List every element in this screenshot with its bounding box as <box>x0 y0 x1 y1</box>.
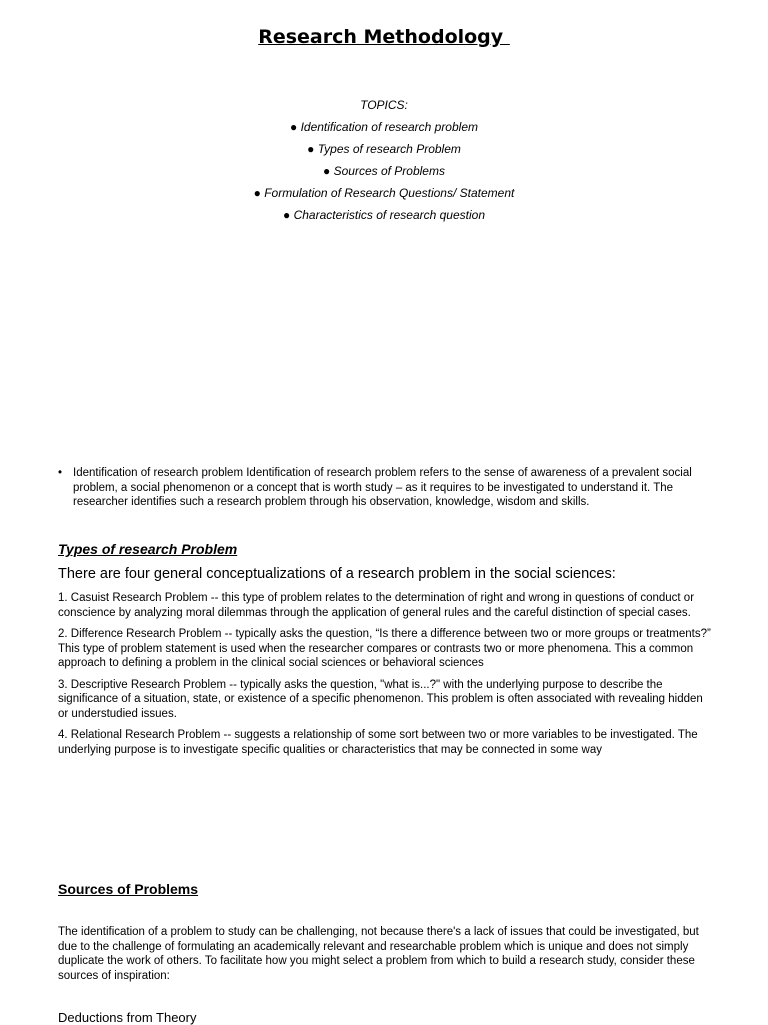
bullet-icon: • <box>58 467 63 479</box>
document-title: Research Methodology <box>258 26 510 48</box>
topic-item: ● Sources of Problems <box>323 164 445 178</box>
sources-heading: Sources of Problems <box>58 881 199 897</box>
identification-bullet <box>58 466 710 510</box>
types-heading: Types of research Problem <box>58 541 238 557</box>
list-item: 1. Casuist Research Problem -- this type of problem relates to the determination of right and wrong in questions of conduct or conscience by analyzing moral dilemmas through the application of general rules and the careful distinction of special cases. <box>58 592 695 619</box>
topic-item: ● Characteristics of research question <box>282 208 485 222</box>
list-item: 3. Descriptive Research Problem -- typically asks the question, "what is...?" with the underlying purpose to describe the significance of a situation, state, or existence of a specific phenomenon. This problem is often associated with revealing hidden or understudied issues. <box>58 678 703 720</box>
topics-list <box>0 96 768 228</box>
sources-paragraph: The identification of a problem to study can be challenging, not because there's a lack of issues that could be investigated, but due to the challenge of formulating an academically relevant and researchable problem which is unique and does not simply duplicate the work of others. To facilitate how you might select a problem from which to build a research study, consider these sources of inspiration: <box>58 926 699 982</box>
identification-paragraph: Identification of research problem Identification of research problem refers to the sense of awareness of a prevalent social problem, a social phenomenon or a concept that is worth study – as it requires to be investigated to understand it. The researcher identifies such a research problem through his observation, knowledge, wisdom and skills. <box>73 467 692 508</box>
topic-item: ● Types of research Problem <box>307 142 461 156</box>
deductions-subheading: Deductions from Theory <box>58 1010 197 1025</box>
list-item: 4. Relational Research Problem -- suggests a relationship of some sort between two or more variables to be investigated. The underlying purpose is to investigate specific qualities or characteristics that may be connected in some way <box>58 729 698 756</box>
topic-item: ● Identification of research problem <box>289 120 478 134</box>
topics-heading: TOPICS: <box>360 98 408 112</box>
types-intro: There are four general conceptualizations of a research problem in the social sciences: <box>58 566 616 582</box>
topic-item: ● Formulation of Research Questions/ Statement <box>253 186 515 200</box>
list-item: 2. Difference Research Problem -- typically asks the question, “Is there a difference between two or more groups or treatments?” This type of problem statement is used when the researcher compares or contrasts two or more phenomena. This a common approach to defining a problem in the clinical social sciences or behavioral sciences <box>58 628 711 669</box>
problem-types-list <box>58 591 712 764</box>
